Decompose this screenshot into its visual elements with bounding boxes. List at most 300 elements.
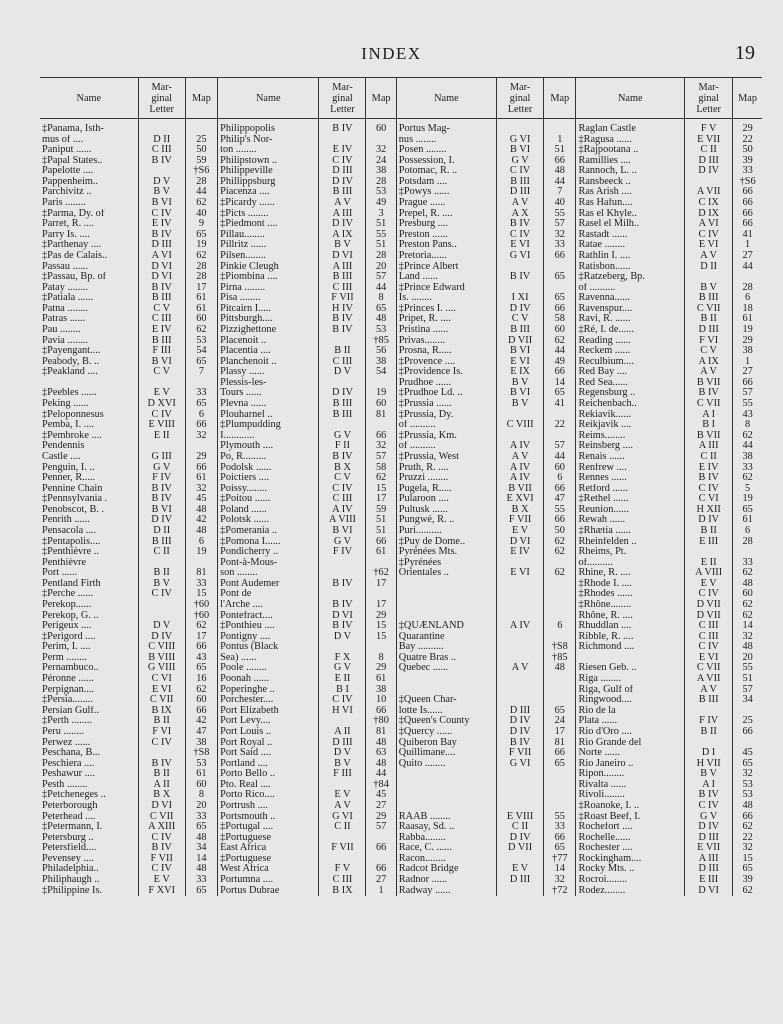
map-number: 61 xyxy=(742,314,753,325)
marginal-letter xyxy=(319,642,366,653)
map-number: 1 xyxy=(745,356,751,367)
map-number: 18 xyxy=(742,303,753,314)
marginal-letter: C VI xyxy=(685,494,733,505)
table-row xyxy=(40,822,762,833)
map-number: 54 xyxy=(366,367,396,378)
entry-name: Rennes ...... xyxy=(576,473,685,484)
marginal-letter: G III xyxy=(138,452,185,463)
entry-name: Penrith ...... xyxy=(40,515,138,526)
map-number: †72 xyxy=(544,886,576,897)
marginal-letter: F III xyxy=(319,769,366,780)
entry-name: Porto Bello .. xyxy=(218,769,319,780)
entry-name: Quarantine xyxy=(396,632,496,643)
entry-name: Reculbium.... xyxy=(576,357,685,368)
entry-name: Pavia ........ xyxy=(40,336,138,347)
map-number: 62 xyxy=(742,473,753,484)
entry-name: Pappenheim.. xyxy=(40,177,138,188)
map-number xyxy=(544,600,576,611)
entry-name: Rivalta ...... xyxy=(576,780,685,791)
entry-name: Pretoria...... xyxy=(396,251,496,262)
entry-name: ‡Passau, Bp. of xyxy=(40,272,138,283)
marginal-letter xyxy=(497,558,544,569)
table-row xyxy=(40,209,762,220)
table-row xyxy=(40,251,762,262)
entry-name: ‡Peloponnesus xyxy=(40,410,138,421)
marginal-letter: C VII xyxy=(685,304,733,315)
map-number: 29 xyxy=(366,812,396,823)
marginal-letter: C III xyxy=(319,283,366,294)
entry-name: Peterborough xyxy=(40,801,138,812)
map-number: 55 xyxy=(544,209,576,220)
map-number: 66 xyxy=(742,811,753,822)
col-header-name: Name xyxy=(576,78,685,119)
marginal-letter: D III xyxy=(685,833,733,844)
map-number: 51 xyxy=(366,219,396,230)
entry-name: ‡Picardy ...... xyxy=(218,198,319,209)
table-row xyxy=(40,864,762,875)
entry-name: Philiphaugh .. xyxy=(40,875,138,886)
marginal-letter: B IV xyxy=(138,759,185,770)
map-number: 24 xyxy=(544,716,576,727)
marginal-letter: E IX xyxy=(497,367,544,378)
marginal-letter xyxy=(497,124,544,135)
entry-name: Portsmouth .. xyxy=(218,812,319,823)
table-row xyxy=(40,187,762,198)
entry-name: Is. ........ xyxy=(396,293,496,304)
entry-name xyxy=(396,600,496,611)
col-header-name: Name xyxy=(40,78,138,119)
map-number: 48 xyxy=(544,166,576,177)
entry-name: Rio d'Oro .... xyxy=(576,727,685,738)
map-number: 66 xyxy=(185,706,217,717)
map-number: 53 xyxy=(366,325,396,336)
map-number: 6 xyxy=(745,525,751,536)
map-number: 66 xyxy=(742,377,753,388)
marginal-letter: B III xyxy=(319,187,366,198)
marginal-letter: C VII xyxy=(138,695,185,706)
entry-name: Po, R......... xyxy=(218,452,319,463)
map-number: 44 xyxy=(366,769,396,780)
entry-name: Poissy........ xyxy=(218,484,319,495)
marginal-letter: B IV xyxy=(319,325,366,336)
table-row xyxy=(40,367,762,378)
map-number: 33 xyxy=(185,812,217,823)
marginal-letter: C V xyxy=(685,346,733,357)
entry-name: Perekop...... xyxy=(40,600,138,611)
marginal-letter: A VII xyxy=(685,187,733,198)
map-number xyxy=(544,283,576,294)
map-number: 66 xyxy=(544,156,576,167)
entry-name: ‡Rhodes ...... xyxy=(576,589,685,600)
map-number xyxy=(366,642,396,653)
entry-name: ‡Prussia, Km. xyxy=(396,431,496,442)
table-row xyxy=(40,632,762,643)
marginal-letter: G V xyxy=(319,663,366,674)
marginal-letter: B IV xyxy=(138,230,185,241)
marginal-letter: B V xyxy=(319,759,366,770)
map-number: 32 xyxy=(544,875,576,886)
map-number: 66 xyxy=(544,251,576,262)
marginal-letter: F V xyxy=(685,124,733,135)
map-number: 28 xyxy=(366,251,396,262)
marginal-letter: B VI xyxy=(319,526,366,537)
map-number: 62 xyxy=(185,325,217,336)
entry-name: Reims........ xyxy=(576,431,685,442)
marginal-letter xyxy=(319,716,366,727)
entry-name xyxy=(396,769,496,780)
table-row xyxy=(40,611,762,622)
marginal-letter: E VI xyxy=(497,568,544,579)
map-number: 66 xyxy=(544,833,576,844)
entry-name: ‡Plumpudding xyxy=(218,420,319,431)
marginal-letter: B I xyxy=(685,420,733,431)
table-row xyxy=(40,653,762,664)
map-number: 62 xyxy=(742,822,753,833)
table-row xyxy=(40,769,762,780)
entry-name: RAAB ........ xyxy=(396,812,496,823)
marginal-letter: A I xyxy=(685,410,733,421)
entry-name: of .......... xyxy=(396,441,496,452)
map-number: 60 xyxy=(366,124,396,135)
marginal-letter xyxy=(138,124,185,135)
marginal-letter: A X xyxy=(497,209,544,220)
map-number: 42 xyxy=(185,515,217,526)
marginal-letter: F VI xyxy=(138,727,185,738)
map-number: 61 xyxy=(185,473,217,484)
marginal-letter: E IV xyxy=(497,547,544,558)
marginal-letter: B IX xyxy=(138,706,185,717)
map-number: 19 xyxy=(742,324,753,335)
entry-name: Potomac, R. .. xyxy=(396,166,496,177)
marginal-letter: G VI xyxy=(497,135,544,146)
map-number: 81 xyxy=(366,727,396,738)
entry-name: ‡Prussia, West xyxy=(396,452,496,463)
marginal-letter: C VII xyxy=(685,663,733,674)
map-number: 48 xyxy=(366,738,396,749)
marginal-letter: D IV xyxy=(319,219,366,230)
entry-name: Papelotte .... xyxy=(40,166,138,177)
table-row xyxy=(40,526,762,537)
marginal-letter: A II xyxy=(319,727,366,738)
entry-name: Radnor ...... xyxy=(396,875,496,886)
entry-name: Rekiavik...... xyxy=(576,410,685,421)
map-number: 1 xyxy=(745,240,751,251)
marginal-letter: G VI xyxy=(497,251,544,262)
entry-name: of .......... xyxy=(576,283,685,294)
entry-name: ‡Pennsylvania . xyxy=(40,494,138,505)
entry-name: ‡Provence .... xyxy=(396,357,496,368)
marginal-letter xyxy=(497,431,544,442)
entry-name: I............ xyxy=(218,431,319,442)
entry-name: Pristina ...... xyxy=(396,325,496,336)
marginal-letter xyxy=(138,558,185,569)
map-number: 28 xyxy=(366,177,396,188)
marginal-letter: A IV xyxy=(497,621,544,632)
entry-name xyxy=(396,685,496,696)
map-number: 38 xyxy=(742,451,753,462)
entry-name: Pizzighettone xyxy=(218,325,319,336)
table-row xyxy=(40,431,762,442)
map-number: 47 xyxy=(185,727,217,738)
map-number: 48 xyxy=(185,505,217,516)
marginal-letter: C III xyxy=(138,145,185,156)
marginal-letter: C V xyxy=(138,367,185,378)
map-number: 66 xyxy=(185,463,217,474)
entry-name xyxy=(396,790,496,801)
marginal-letter: E IV xyxy=(138,219,185,230)
map-number xyxy=(544,790,576,801)
map-number xyxy=(544,769,576,780)
table-row xyxy=(40,441,762,452)
map-number: †60 xyxy=(185,600,217,611)
marginal-letter: E VIII xyxy=(497,812,544,823)
marginal-letter: C IV xyxy=(138,209,185,220)
marginal-letter xyxy=(497,600,544,611)
entry-name: Raglan Castle xyxy=(576,124,685,135)
marginal-letter: C IV xyxy=(685,484,733,495)
entry-name: Regensburg .. xyxy=(576,388,685,399)
marginal-letter xyxy=(319,378,366,389)
marginal-letter xyxy=(497,886,544,897)
map-number: 19 xyxy=(366,388,396,399)
marginal-letter: B VI xyxy=(497,145,544,156)
marginal-letter: D III xyxy=(685,325,733,336)
map-number xyxy=(544,695,576,706)
map-number xyxy=(544,780,576,791)
entry-name: Plessis-les- xyxy=(218,378,319,389)
entry-name: ‡Rhône........ xyxy=(576,600,685,611)
entry-name: ‡Petcheneges .. xyxy=(40,790,138,801)
entry-name: Peking ...... xyxy=(40,399,138,410)
marginal-letter: C IV xyxy=(138,738,185,749)
map-number: 33 xyxy=(544,240,576,251)
marginal-letter xyxy=(497,685,544,696)
entry-name: Rocroi........ xyxy=(576,875,685,886)
map-number: 6 xyxy=(544,621,576,632)
map-number: 45 xyxy=(742,748,753,759)
marginal-letter: A V xyxy=(685,685,733,696)
entry-name: Pitcairn I..... xyxy=(218,304,319,315)
marginal-letter: G V xyxy=(319,431,366,442)
map-number xyxy=(185,378,217,389)
map-number: 6 xyxy=(544,473,576,484)
marginal-letter: D III xyxy=(497,875,544,886)
marginal-letter: B IV xyxy=(319,452,366,463)
map-number: 65 xyxy=(185,230,217,241)
marginal-letter: A VIII xyxy=(319,515,366,526)
map-number: 48 xyxy=(185,526,217,537)
entry-name: Parchivitz .. xyxy=(40,187,138,198)
map-number: 66 xyxy=(544,367,576,378)
map-number: 6 xyxy=(185,410,217,421)
marginal-letter: G V xyxy=(497,156,544,167)
marginal-letter xyxy=(497,653,544,664)
map-number: 8 xyxy=(366,293,396,304)
entry-name: Planchenoit .. xyxy=(218,357,319,368)
entry-name: ‡Persia........ xyxy=(40,695,138,706)
entry-name: Ramillies .... xyxy=(576,156,685,167)
map-number: 33 xyxy=(185,579,217,590)
marginal-letter xyxy=(319,135,366,146)
marginal-letter xyxy=(685,547,733,558)
entry-name: Pillritz ...... xyxy=(218,240,319,251)
map-number: 62 xyxy=(185,251,217,262)
map-number: 48 xyxy=(742,578,753,589)
map-number: 44 xyxy=(366,283,396,294)
table-row xyxy=(40,388,762,399)
entry-name: Podolsk ...... xyxy=(218,463,319,474)
entry-name: Pilsen........ xyxy=(218,251,319,262)
map-number: 8 xyxy=(745,420,751,431)
marginal-letter: E V xyxy=(497,864,544,875)
marginal-letter: B III xyxy=(138,537,185,548)
table-row xyxy=(40,706,762,717)
entry-name: Piacenza .... xyxy=(218,187,319,198)
marginal-letter: E VII xyxy=(685,135,733,146)
marginal-letter: G V xyxy=(319,537,366,548)
entry-name: Pinkie Cleugh xyxy=(218,262,319,273)
marginal-letter: F VII xyxy=(138,854,185,865)
marginal-letter: C II xyxy=(138,547,185,558)
marginal-letter: B VI xyxy=(138,198,185,209)
entry-name: Rochester .... xyxy=(576,843,685,854)
map-number: 57 xyxy=(544,219,576,230)
map-number: †85 xyxy=(544,653,576,664)
entry-name: Rhine, R. .... xyxy=(576,568,685,579)
entry-name: Ratisbon...... xyxy=(576,262,685,273)
entry-name: Peshawur .... xyxy=(40,769,138,780)
marginal-letter: B IV xyxy=(319,579,366,590)
marginal-letter: F II xyxy=(319,441,366,452)
marginal-letter: D IV xyxy=(497,716,544,727)
map-number: 53 xyxy=(185,336,217,347)
marginal-letter: F IV xyxy=(685,716,733,727)
marginal-letter: D III xyxy=(685,156,733,167)
map-number: 51 xyxy=(544,145,576,156)
marginal-letter: C III xyxy=(138,314,185,325)
table-row xyxy=(40,833,762,844)
marginal-letter: D VI xyxy=(685,886,733,897)
entry-name: Pto. Real .... xyxy=(218,780,319,791)
map-number: 22 xyxy=(544,420,576,431)
map-number: 39 xyxy=(742,875,753,886)
entry-name: Ribble, R. .... xyxy=(576,632,685,643)
table-row xyxy=(40,135,762,146)
entry-name: Radcot Bridge xyxy=(396,864,496,875)
map-number: 27 xyxy=(742,367,753,378)
map-number: 66 xyxy=(366,431,396,442)
map-number: 32 xyxy=(742,631,753,642)
entry-name: ‡Quercy ...... xyxy=(396,727,496,738)
table-row xyxy=(40,304,762,315)
table-row xyxy=(40,579,762,590)
table-row xyxy=(40,198,762,209)
marginal-letter xyxy=(685,738,733,749)
map-number: 27 xyxy=(366,801,396,812)
entry-name: Pittsburgh.... xyxy=(218,314,319,325)
entry-name: ton ........ xyxy=(218,145,319,156)
marginal-letter: E VI xyxy=(685,653,733,664)
marginal-letter: C IV xyxy=(138,833,185,844)
marginal-letter: D III xyxy=(685,864,733,875)
map-number: 44 xyxy=(544,177,576,188)
map-number: 65 xyxy=(185,663,217,674)
index-body xyxy=(40,119,762,897)
entry-name: Norte ...... xyxy=(576,748,685,759)
entry-name: Port ...... xyxy=(40,568,138,579)
marginal-letter: C IV xyxy=(138,864,185,875)
map-number: 66 xyxy=(742,198,753,209)
entry-name: Renais ...... xyxy=(576,452,685,463)
marginal-letter: A V xyxy=(685,251,733,262)
marginal-letter: C III xyxy=(685,632,733,643)
map-number: 7 xyxy=(544,187,576,198)
table-row xyxy=(40,378,762,389)
marginal-letter: B X xyxy=(319,463,366,474)
index-table xyxy=(40,77,762,896)
map-number: 65 xyxy=(185,399,217,410)
map-number: 65 xyxy=(185,822,217,833)
entry-name: Pemba, I. .... xyxy=(40,420,138,431)
table-row xyxy=(40,240,762,251)
marginal-letter xyxy=(685,177,733,188)
map-number: 66 xyxy=(185,642,217,653)
map-number: 66 xyxy=(366,864,396,875)
map-number: †S8 xyxy=(185,748,217,759)
marginal-letter: B II xyxy=(685,314,733,325)
table-row xyxy=(40,177,762,188)
col-header-letter: Mar- ginal Letter xyxy=(138,78,185,119)
entry-name: Plassy ...... xyxy=(218,367,319,378)
marginal-letter: B II xyxy=(138,568,185,579)
entry-name: Phillippsburg xyxy=(218,177,319,188)
entry-name: ‡Payengant.... xyxy=(40,346,138,357)
entry-name: Passau ...... xyxy=(40,262,138,273)
marginal-letter xyxy=(138,378,185,389)
map-number: 65 xyxy=(544,759,576,770)
marginal-letter: F IV xyxy=(138,473,185,484)
map-number: 22 xyxy=(742,832,753,843)
map-number xyxy=(544,611,576,622)
map-number xyxy=(544,262,576,273)
map-number: 24 xyxy=(366,156,396,167)
map-number: 57 xyxy=(366,452,396,463)
map-number: 65 xyxy=(544,706,576,717)
entry-name: Ratae ........ xyxy=(576,240,685,251)
marginal-letter: C III xyxy=(685,621,733,632)
marginal-letter: B III xyxy=(497,325,544,336)
marginal-letter: C V xyxy=(497,314,544,325)
table-row xyxy=(40,484,762,495)
entry-name xyxy=(396,611,496,622)
map-number: 27 xyxy=(742,250,753,261)
marginal-letter: B III xyxy=(138,336,185,347)
map-number: 43 xyxy=(185,653,217,664)
table-row xyxy=(40,293,762,304)
entry-name xyxy=(396,674,496,685)
entry-name: ‡Portugal .... xyxy=(218,822,319,833)
col-header-map: Map xyxy=(733,78,762,119)
marginal-letter: B III xyxy=(497,177,544,188)
marginal-letter: D IV xyxy=(497,833,544,844)
map-number: 66 xyxy=(742,187,753,198)
entry-name: Porto Rico.... xyxy=(218,790,319,801)
map-number: 29 xyxy=(185,452,217,463)
table-row xyxy=(40,695,762,706)
marginal-letter xyxy=(138,611,185,622)
marginal-letter: C II xyxy=(685,145,733,156)
map-number: 45 xyxy=(366,790,396,801)
